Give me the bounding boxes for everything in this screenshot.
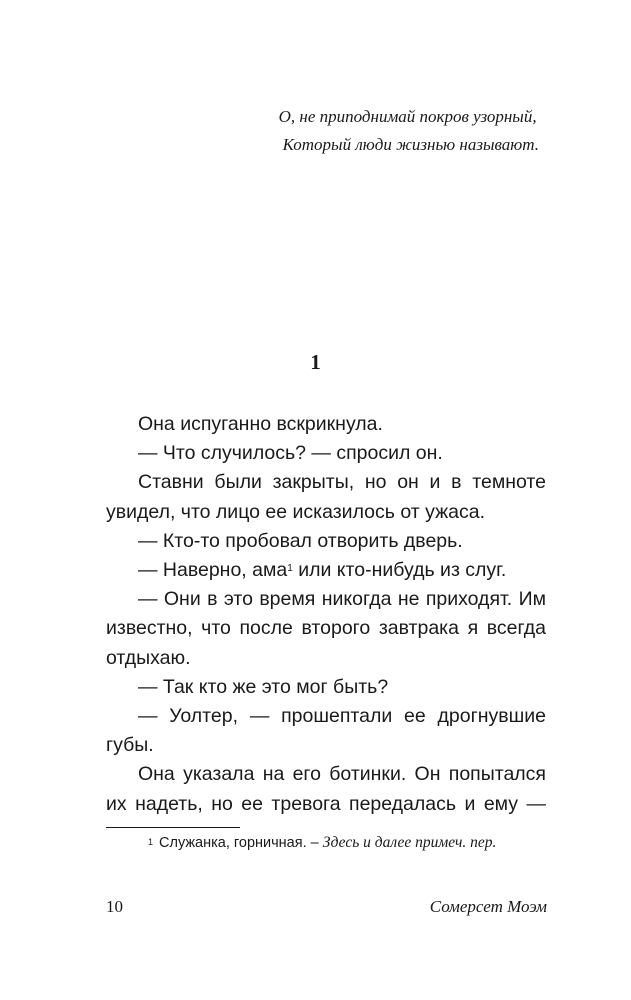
footnote-italic-note: Здесь и далее примеч. пер. bbox=[322, 834, 497, 851]
paragraph-line: губы. bbox=[106, 734, 154, 757]
paragraph-line: отдыхаю. bbox=[106, 646, 191, 669]
paragraph bbox=[106, 556, 546, 585]
epigraph-line-1: О, не приподнимай покров узорный, bbox=[278, 107, 537, 126]
footnote-separator bbox=[106, 827, 240, 828]
paragraph-line: — Они в это время никогда не приходят. Им bbox=[138, 588, 546, 611]
paragraph-line: — Уолтер, — прошептали ее дрогнувшие bbox=[138, 705, 546, 728]
paragraph: — Что случилось? — спросил он. bbox=[138, 442, 443, 465]
epigraph-line-2: Который люди жизнью называют. bbox=[282, 135, 539, 154]
paragraph-line: Она указала на его ботинки. Он попытался bbox=[138, 763, 546, 786]
footnote-reference: 1 bbox=[287, 563, 293, 575]
running-footer-author: Сомерсет Моэм bbox=[429, 897, 547, 916]
paragraph-line: известно, что после второго завтрака я всегда bbox=[106, 617, 546, 640]
epigraph bbox=[279, 103, 539, 159]
paragraph: — Так кто же это мог быть? bbox=[138, 675, 389, 698]
footnote-mark: 1 bbox=[148, 837, 154, 847]
paragraph: Она испуганно вскрикнула. bbox=[138, 413, 383, 435]
paragraph bbox=[106, 760, 546, 818]
footnote-text: Служанка, горничная. – bbox=[159, 835, 323, 851]
paragraph bbox=[106, 702, 546, 760]
paragraph-line: Ставни были закрыты, но он и в темноте bbox=[138, 471, 546, 494]
page-number: 10 bbox=[106, 897, 123, 916]
paragraph-text: — Наверно, ама bbox=[138, 559, 288, 582]
paragraph-line: их надеть, но ее тревога передалась и ему — bbox=[106, 792, 546, 815]
paragraph bbox=[106, 585, 546, 673]
paragraph-text: или кто-нибудь из слуг. bbox=[292, 559, 507, 582]
paragraph: — Кто-то пробовал отворить дверь. bbox=[138, 529, 463, 552]
chapter-number: 1 bbox=[310, 350, 321, 374]
chapter-body bbox=[106, 410, 546, 819]
paragraph bbox=[106, 468, 546, 526]
paragraph-line: увидел, что лицо ее исказилось от ужаса. bbox=[106, 500, 485, 523]
footnote bbox=[148, 833, 496, 853]
